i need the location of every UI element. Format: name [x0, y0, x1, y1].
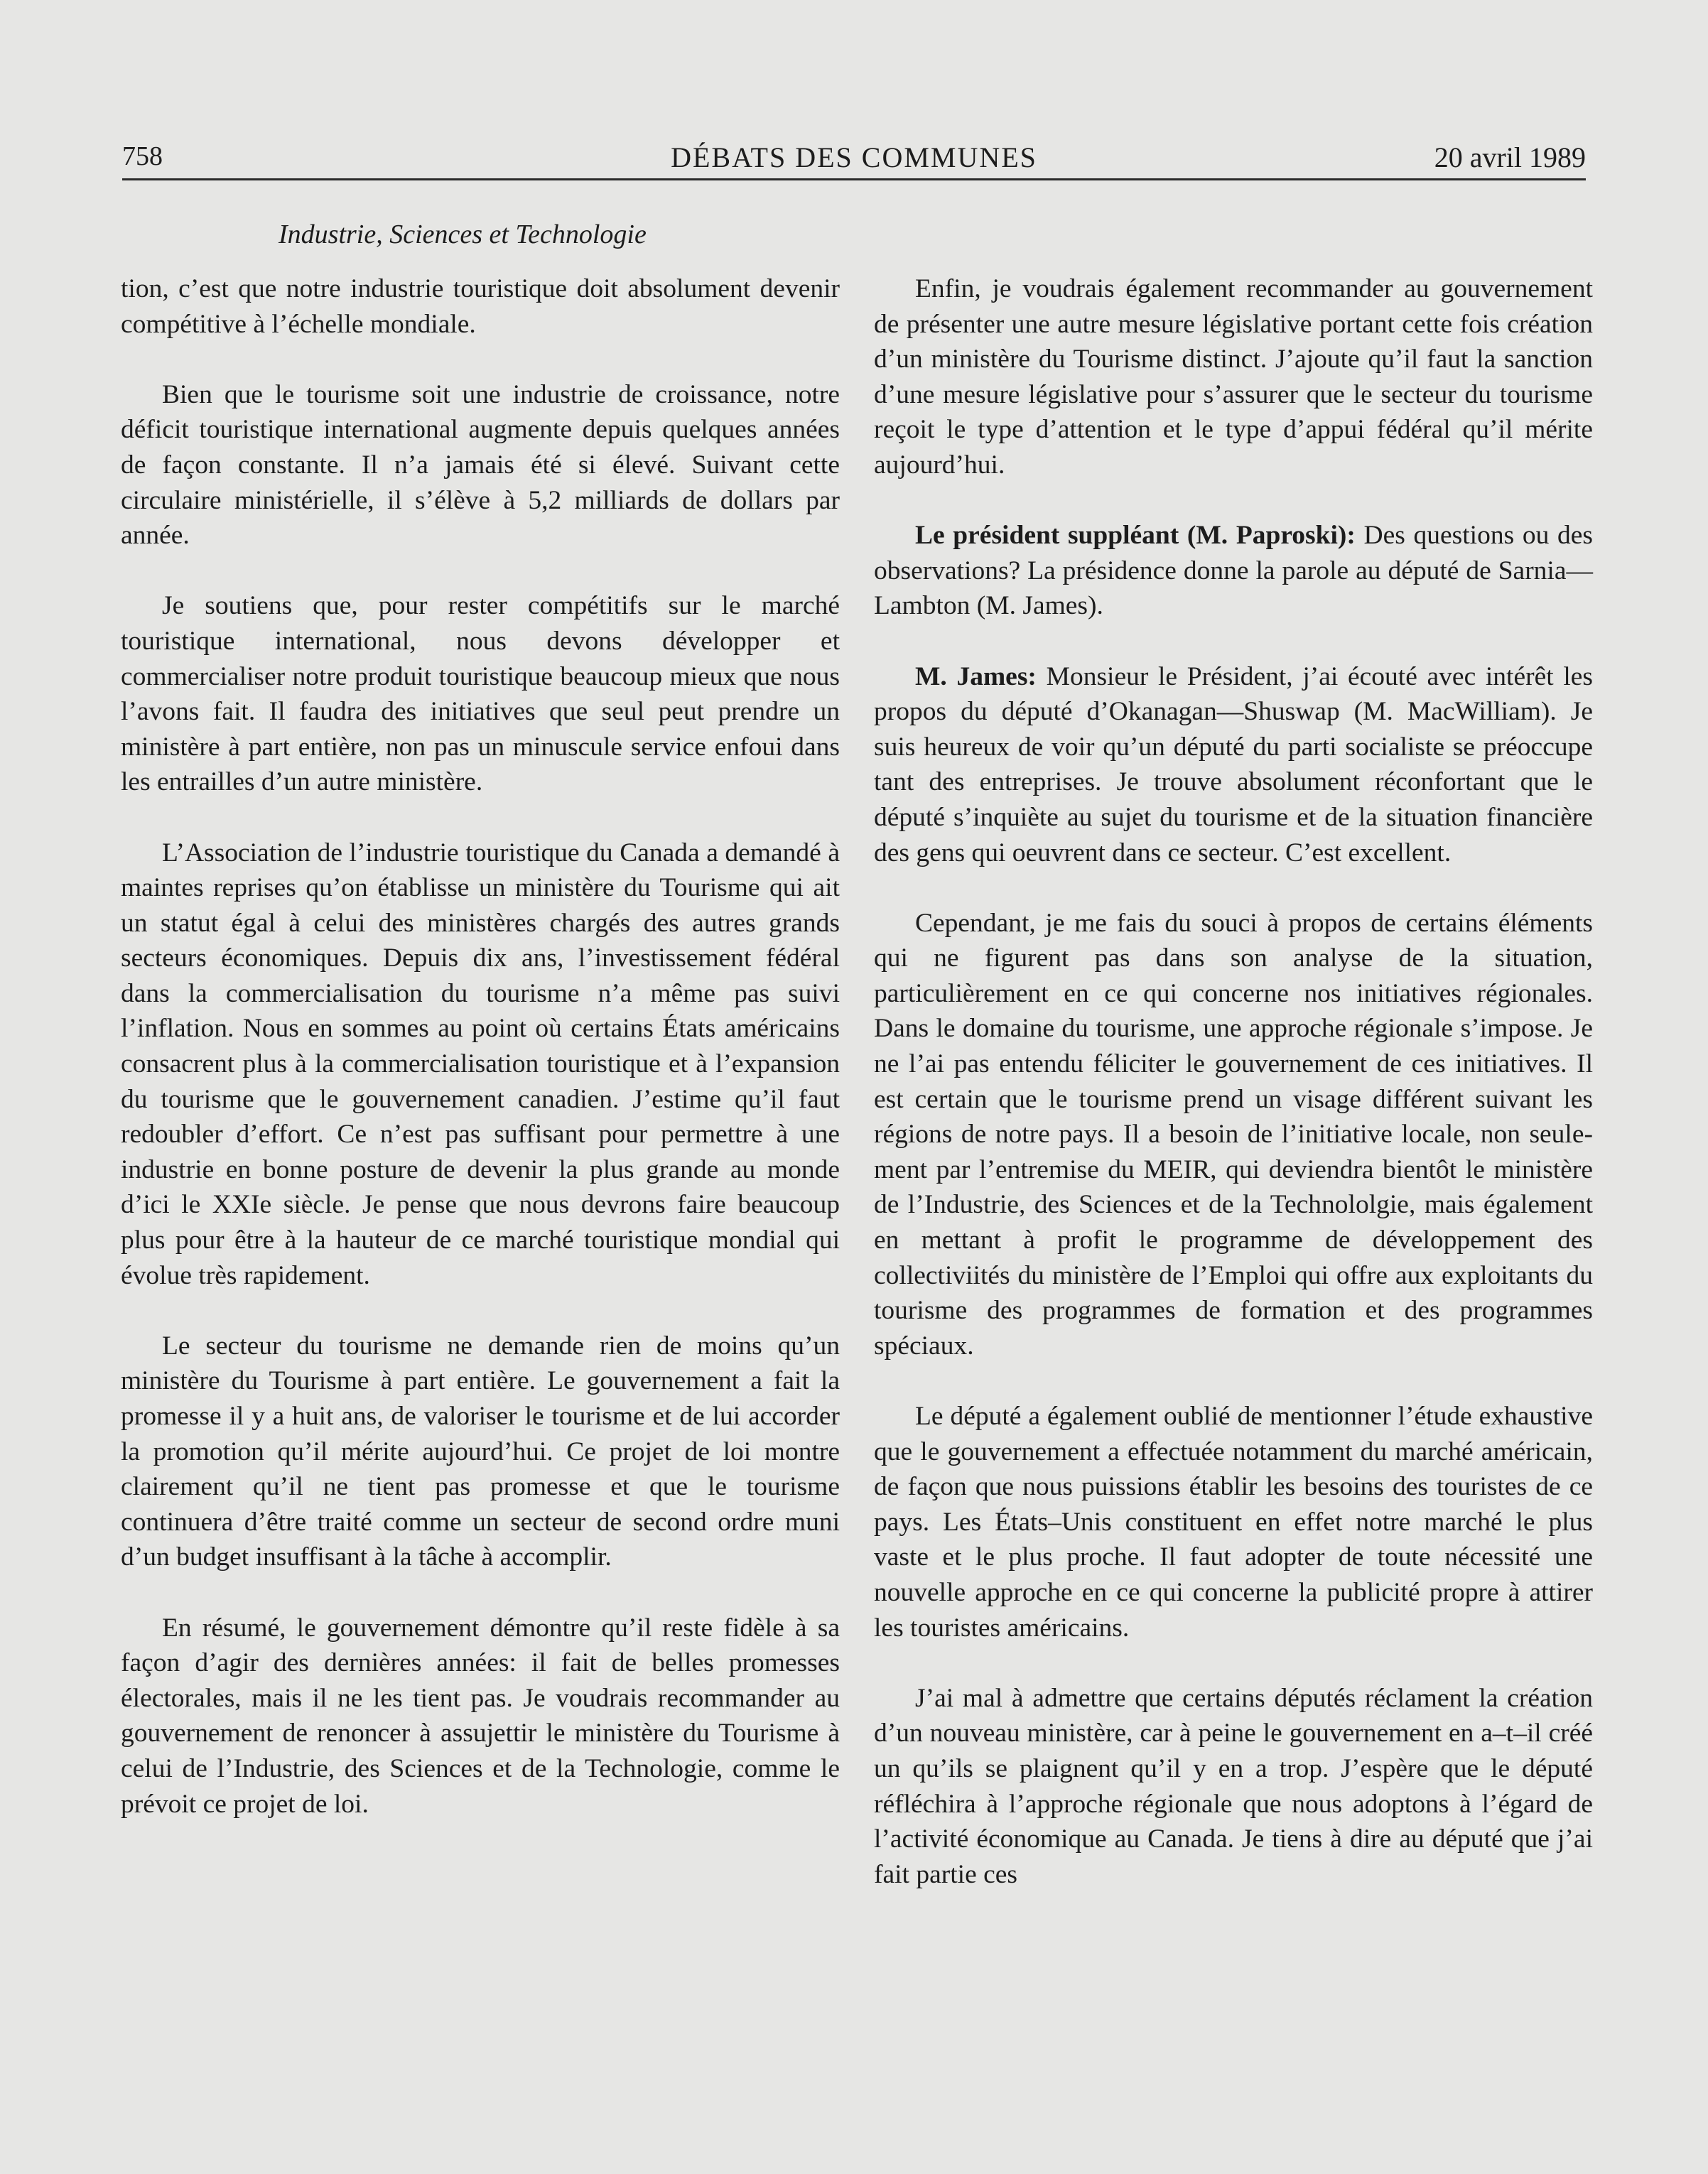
header-rule: [122, 178, 1586, 180]
publication-title: DÉBATS DES COMMUNES: [671, 141, 1037, 173]
paragraph: Bien que le tourisme soit une industrie de croissance, notre déficit touristique international augmente depuis quelques années de façon constante. Il n’a jamais été si élevé. Suivant cette circulaire ministérielle, il s’élève à 5,2 milliards de dollars par année.: [121, 379, 840, 551]
speaker-name: M. James:: [915, 661, 1037, 691]
paragraph: Enfin, je voudrais également recommander au gouvernement de présenter une autre mesure législative portant cette fois création d’un ministère du Tourisme distinct. J’ajoute qu’il faut la sanction d’une mesure législative pour s’assurer que le secteur du tourisme reçoit le type d’attention et le type d’appui fédéral qu’il mérite aujourd’hui.: [874, 274, 1593, 480]
paragraph: Le député a également oublié de mentionner l’étude exhaustive que le gouvernement a effectuée notamment du marché américain, de façon que nous puissions établir les besoins des touristes de ce pays. Les États–Unis constituent en effet notre marché le plus vaste et le plus proche. Il faut adopter de toute nécessité une nouvelle approche en ce qui concerne la publicité propre à attirer les touristes américains.: [874, 1402, 1593, 1643]
paragraph: Cependant, je me fais du souci à propos de certains éléments qui ne figurent pas dans son analyse de la situation, particulièrement en ce qui concerne nos initiatives régionales. Dans le domaine du tourisme, une approche régionale s’impose. Je ne l’ai pas entendu féliciter le gouvernement de ces initiatives. Il est certain que le tourisme prend un visage différent suivant les régions de notre pays. Il a besoin de l’initiative locale, non seulement par l’entremise du MEIR, qui deviendra bientôt le ministère de l’Industrie, des Sciences et de la Technololgie, mais également en mettant à profit le programme de développement des collectiviités du ministère de l’Emploi qui offre aux exploitants du tourisme des programmes de formation et des programmes spéciaux.: [874, 908, 1593, 1361]
section-title: Industrie, Sciences et Technologie: [279, 220, 647, 249]
running-header: [122, 141, 1586, 183]
paragraph: L’Association de l’industrie touristique du Canada a demandé à maintes reprises qu’on établisse un ministère du Tourisme qui ait un statut égal à celui des ministères chargés des autres grands secteurs économiques. Depuis dix ans, l’investissement fédéral dans la commercialisation du tourisme n’a même pas suivi l’inflation. Nous en sommes au point où certains États américains consacrent plus à la commercialisation touristique et à l’expansion du tourisme que le gouvernement canadien. J’estime qu’il faut redoubler d’effort. Ce n’est pas suffisant pour permettre à une industrie en bonne posture de devenir la plus grande au monde d’ici le XXIe siècle. Je pense que nous devrons faire beaucoup plus pour être à la hauteur de ce marché touristique mondial qui évolue très rapidement.: [121, 838, 840, 1290]
speaker-paragraph: [874, 659, 1593, 871]
page-number: 758: [122, 141, 163, 171]
speaker-name: Le président suppléant (M. Paproski):: [915, 521, 1356, 551]
paragraph: Le secteur du tourisme ne demande rien de moins qu’un ministère du Tourisme à part entière. Le gouvernement a fait la promesse il y a huit ans, de valoriser le tourisme et de lui accorder la promotion qu’il mérite aujourd’hui. Ce projet de loi montre clairement qu’il ne tient pas promesse et que le tourisme continuera d’être traité comme un secteur de second ordre muni d’un budget insuffisant à la tâche à accomplir.: [121, 1331, 840, 1572]
speech-text: Monsieur le Président, j’ai écouté avec intérêt les propos du député d’Okanagan—Shuswap (M. MacWilliam). Je suis heureux de voir qu’un député du parti socialiste se préoccupe tant des entreprises. Je trouve absolument réconfortant que le député s’inquiète au sujet du tourisme et de la situation financière des gens qui oeuvrent dans ce secteur. C’est excellent.: [874, 661, 1594, 867]
paragraph: J’ai mal à admettre que certains députés réclament la création d’un nouveau ministère, car à peine le gouvernement en a–t–il créé un qu’ils se plaignent qu’il y en a trop. J’espère que le député réfléchira à l’approche régionale que nous adoptons à l’égard de l’activité économique au Canada. Je tiens à dire au député que j’ai fait partie ces: [874, 1683, 1593, 1889]
paragraph: tion, c’est que notre industrie touristique doit absolument devenir compétitive à l’échelle mondiale.: [121, 274, 840, 339]
paragraph: Je soutiens que, pour rester compétitifs sur le marché touristique international, nous devons développer et commercialiser notre produit touristique beaucoup mieux que nous l’avons fait. Il faudra des initiatives que seul peut prendre un ministère à part entière, non pas un minuscule service enfoui dans les entrailles d’un autre ministère.: [121, 591, 840, 797]
right-column: [874, 271, 1593, 1927]
speech-text: Des questions ou des observations? La présidence donne la parole au député de Sarnia—Lambton (M. James).: [874, 521, 1593, 621]
speaker-paragraph: [874, 518, 1593, 624]
left-column: [121, 271, 840, 1857]
issue-date: 20 avril 1989: [1434, 141, 1586, 173]
paragraph: En résumé, le gouvernement démontre qu’il reste fidèle à sa façon d’agir des dernières années: il fait de belles promesses électorales, mais il ne les tient pas. Je voudrais recommander au gouvernement de renoncer à assujettir le ministère du Tourisme à celui de l’Industrie, des Sciences et de la Technologie, comme le prévoit ce projet de loi.: [121, 1613, 840, 1819]
